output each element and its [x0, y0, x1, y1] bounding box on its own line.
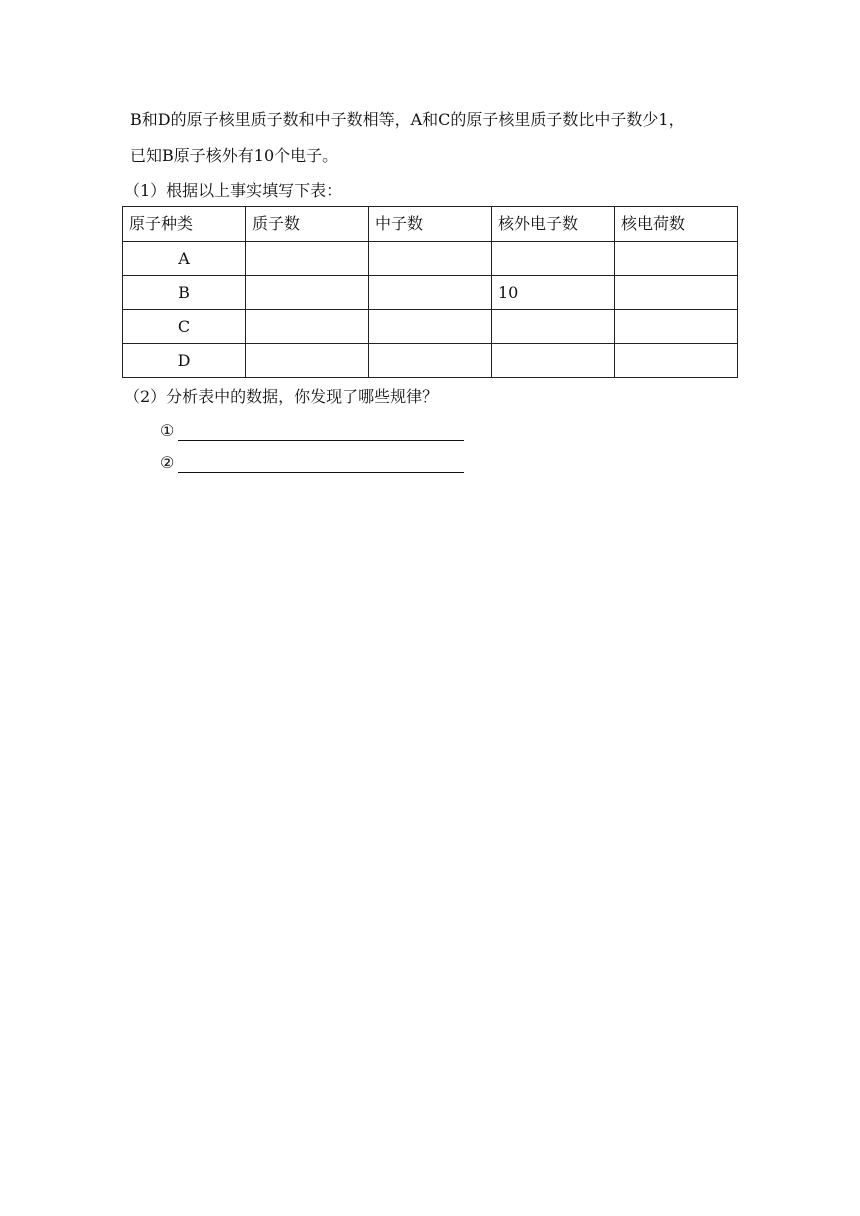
question-1: （1）根据以上事实填写下表：: [124, 181, 343, 200]
table-cell[interactable]: [615, 310, 738, 344]
table-cell-atom: C: [123, 310, 246, 344]
answer-marker-1: ①: [160, 421, 175, 440]
table-cell[interactable]: 10: [492, 276, 615, 310]
question-2: （2）分析表中的数据，你发现了哪些规律？: [124, 387, 439, 406]
answer-blank-2[interactable]: [178, 472, 464, 473]
table-row: [123, 276, 738, 310]
table-cell-atom: B: [123, 276, 246, 310]
paragraph-line-1: B和D的原子核里质子数和中子数相等，A和C的原子核里质子数比中子数少1，: [130, 110, 685, 129]
header-protons: 质子数: [246, 207, 369, 242]
table-header-row: [123, 207, 738, 242]
table-cell[interactable]: [246, 276, 369, 310]
table-cell[interactable]: [369, 310, 492, 344]
answer-line-1: [160, 421, 178, 441]
answer-blank-1[interactable]: [178, 440, 464, 441]
table-row: [123, 310, 738, 344]
table-cell[interactable]: [369, 276, 492, 310]
table-row: [123, 242, 738, 276]
table-cell-atom: D: [123, 344, 246, 378]
header-neutrons: 中子数: [369, 207, 492, 242]
table-cell[interactable]: [246, 344, 369, 378]
data-table: [122, 206, 738, 378]
header-electrons: 核外电子数: [492, 207, 615, 242]
header-atom-type: 原子种类: [123, 207, 246, 242]
table-cell[interactable]: [246, 242, 369, 276]
paragraph-line-2: 已知B原子核外有10个电子。: [130, 146, 339, 165]
table-cell[interactable]: [492, 344, 615, 378]
table-cell[interactable]: [369, 344, 492, 378]
table-cell[interactable]: [492, 310, 615, 344]
table-cell[interactable]: [492, 242, 615, 276]
answer-line-2: [160, 453, 178, 473]
table-cell[interactable]: [615, 276, 738, 310]
table-row: [123, 344, 738, 378]
table-cell[interactable]: [369, 242, 492, 276]
table-cell-atom: A: [123, 242, 246, 276]
answer-marker-2: ②: [160, 453, 175, 472]
table-cell[interactable]: [615, 344, 738, 378]
table-cell[interactable]: [246, 310, 369, 344]
header-nuclear-charge: 核电荷数: [615, 207, 738, 242]
table-cell[interactable]: [615, 242, 738, 276]
